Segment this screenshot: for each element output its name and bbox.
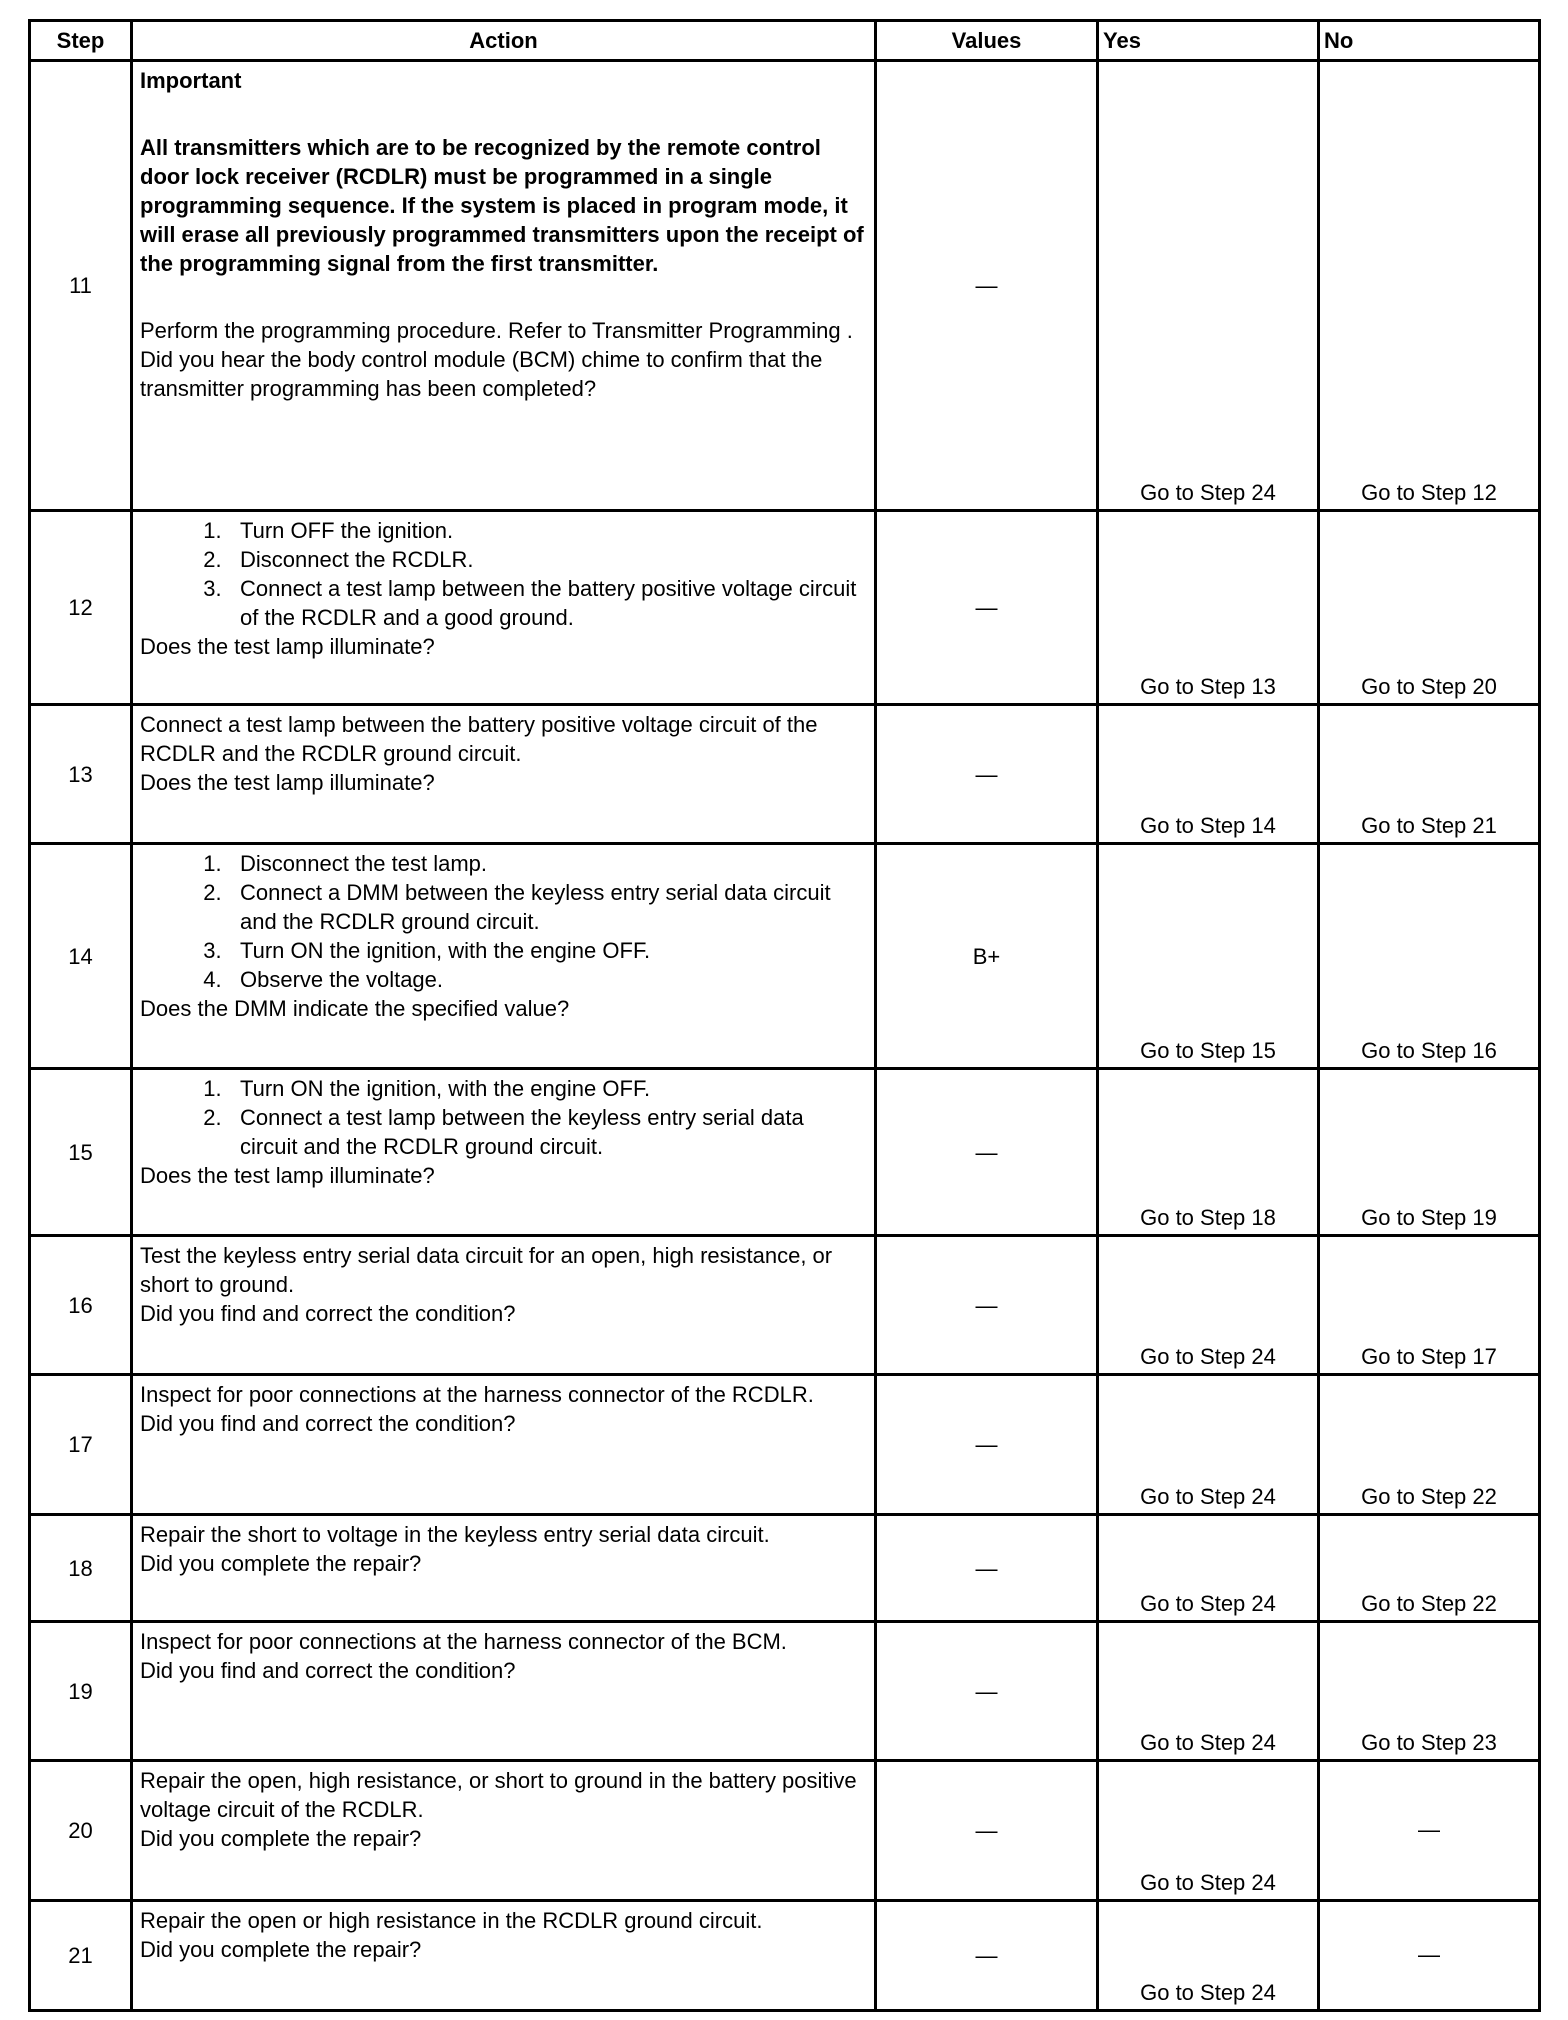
action-question: Did you find and correct the condition? — [140, 1301, 516, 1326]
header-action: Action — [132, 21, 876, 61]
action-question: Does the test lamp illuminate? — [140, 634, 435, 659]
table-row — [30, 1375, 1540, 1515]
action-cell — [132, 1236, 876, 1375]
yes-link[interactable]: Go to Step 24 — [1098, 1375, 1319, 1515]
header-step: Step — [30, 21, 132, 61]
diagnostic-table — [28, 19, 1541, 2012]
action-text: Repair the open, high resistance, or short to ground in the battery positive voltage circuit of the RCDLR. — [140, 1768, 857, 1822]
action-text: Test the keyless entry serial data circuit for an open, high resistance, or short to ground. — [140, 1243, 833, 1297]
action-cell — [132, 61, 876, 511]
no-link[interactable]: Go to Step 19 — [1319, 1069, 1540, 1236]
no-link[interactable]: Go to Step 22 — [1319, 1375, 1540, 1515]
step-number: 14 — [30, 844, 132, 1069]
list-item: 1. Disconnect the test lamp. — [240, 849, 867, 878]
value-cell: — — [876, 511, 1098, 705]
action-cell — [132, 511, 876, 705]
list-item: 4. Observe the voltage. — [240, 965, 867, 994]
action-question: Did you complete the repair? — [140, 1826, 422, 1851]
header-yes: Yes — [1098, 21, 1319, 61]
no-link[interactable]: Go to Step 23 — [1319, 1622, 1540, 1761]
yes-link[interactable]: Go to Step 24 — [1098, 1761, 1319, 1901]
header-row — [30, 21, 1540, 61]
table-row — [30, 1901, 1540, 2011]
action-list — [140, 516, 867, 632]
step-number: 21 — [30, 1901, 132, 2011]
table-row — [30, 1761, 1540, 1901]
yes-link[interactable]: Go to Step 24 — [1098, 61, 1319, 511]
action-question: Did you find and correct the condition? — [140, 1658, 516, 1683]
action-question: Did you find and correct the condition? — [140, 1411, 516, 1436]
no-link[interactable]: Go to Step 22 — [1319, 1515, 1540, 1622]
no-link[interactable]: Go to Step 17 — [1319, 1236, 1540, 1375]
action-question: Did you complete the repair? — [140, 1551, 422, 1576]
value-cell: — — [876, 1622, 1098, 1761]
list-item: 2. Connect a DMM between the keyless entry serial data circuit and the RCDLR ground circuit. — [240, 878, 867, 936]
no-link[interactable]: Go to Step 21 — [1319, 705, 1540, 844]
value-cell: — — [876, 1375, 1098, 1515]
action-cell — [132, 1515, 876, 1622]
table-row — [30, 1515, 1540, 1622]
value-cell: — — [876, 61, 1098, 511]
step-number: 17 — [30, 1375, 132, 1515]
value-cell: B+ — [876, 844, 1098, 1069]
list-item: 2. Connect a test lamp between the keyless entry serial data circuit and the RCDLR ground circuit. — [240, 1103, 867, 1161]
value-cell: — — [876, 1236, 1098, 1375]
action-question: Did you complete the repair? — [140, 1937, 422, 1962]
action-cell — [132, 1622, 876, 1761]
table-row — [30, 1236, 1540, 1375]
action-list — [140, 849, 867, 994]
list-item: 3. Connect a test lamp between the battery positive voltage circuit of the RCDLR and a good ground. — [240, 574, 867, 632]
step-number: 13 — [30, 705, 132, 844]
action-cell — [132, 1069, 876, 1236]
action-cell — [132, 1375, 876, 1515]
value-cell: — — [876, 705, 1098, 844]
action-cell — [132, 1761, 876, 1901]
action-question: Does the DMM indicate the specified value? — [140, 996, 570, 1021]
value-cell: — — [876, 1515, 1098, 1622]
yes-link[interactable]: Go to Step 24 — [1098, 1622, 1319, 1761]
no-value: — — [1319, 1761, 1540, 1901]
action-text: Inspect for poor connections at the harness connector of the BCM. — [140, 1629, 787, 1654]
table-row — [30, 511, 1540, 705]
table-row — [30, 1622, 1540, 1761]
step-number: 19 — [30, 1622, 132, 1761]
action-question: Does the test lamp illuminate? — [140, 1163, 435, 1188]
step-number: 18 — [30, 1515, 132, 1622]
list-item: 3. Turn ON the ignition, with the engine OFF. — [240, 936, 867, 965]
action-cell — [132, 844, 876, 1069]
no-link[interactable]: Go to Step 12 — [1319, 61, 1540, 511]
action-text: Inspect for poor connections at the harness connector of the RCDLR. — [140, 1382, 814, 1407]
step-number: 12 — [30, 511, 132, 705]
yes-link[interactable]: Go to Step 14 — [1098, 705, 1319, 844]
yes-link[interactable]: Go to Step 13 — [1098, 511, 1319, 705]
action-text: Connect a test lamp between the battery positive voltage circuit of the RCDLR and the RCDLR ground circuit. — [140, 712, 818, 766]
action-text: Repair the short to voltage in the keyless entry serial data circuit. — [140, 1522, 770, 1547]
no-link[interactable]: Go to Step 20 — [1319, 511, 1540, 705]
value-cell: — — [876, 1901, 1098, 2011]
action-cell — [132, 705, 876, 844]
yes-link[interactable]: Go to Step 15 — [1098, 844, 1319, 1069]
yes-link[interactable]: Go to Step 24 — [1098, 1901, 1319, 2011]
action-text: Perform the programming procedure. Refer to Transmitter Programming . — [140, 318, 853, 343]
yes-link[interactable]: Go to Step 24 — [1098, 1236, 1319, 1375]
table-row — [30, 705, 1540, 844]
value-cell: — — [876, 1761, 1098, 1901]
action-question: Did you hear the body control module (BCM) chime to confirm that the transmitter programming has been completed? — [140, 347, 823, 401]
step-number: 11 — [30, 61, 132, 511]
step-number: 16 — [30, 1236, 132, 1375]
action-list — [140, 1074, 867, 1161]
header-values: Values — [876, 21, 1098, 61]
no-link[interactable]: Go to Step 16 — [1319, 844, 1540, 1069]
action-cell — [132, 1901, 876, 2011]
list-item: 1. Turn ON the ignition, with the engine OFF. — [240, 1074, 867, 1103]
action-question: Does the test lamp illuminate? — [140, 770, 435, 795]
list-item: 1. Turn OFF the ignition. — [240, 516, 867, 545]
table-row — [30, 1069, 1540, 1236]
table-row — [30, 61, 1540, 511]
yes-link[interactable]: Go to Step 18 — [1098, 1069, 1319, 1236]
action-text: Repair the open or high resistance in the RCDLR ground circuit. — [140, 1908, 763, 1933]
important-note: All transmitters which are to be recognized by the remote control door lock receiver (RCDLR) must be programmed in a single programming sequence. If the system is placed in program mode, it will erase all previously programmed transmitters upon the receipt of the programming signal from the first transmitter. — [140, 135, 864, 276]
list-item: 2. Disconnect the RCDLR. — [240, 545, 867, 574]
no-value: — — [1319, 1901, 1540, 2011]
header-no: No — [1319, 21, 1540, 61]
step-number: 20 — [30, 1761, 132, 1901]
table-row — [30, 844, 1540, 1069]
step-number: 15 — [30, 1069, 132, 1236]
important-heading: Important — [140, 68, 242, 93]
yes-link[interactable]: Go to Step 24 — [1098, 1515, 1319, 1622]
value-cell: — — [876, 1069, 1098, 1236]
